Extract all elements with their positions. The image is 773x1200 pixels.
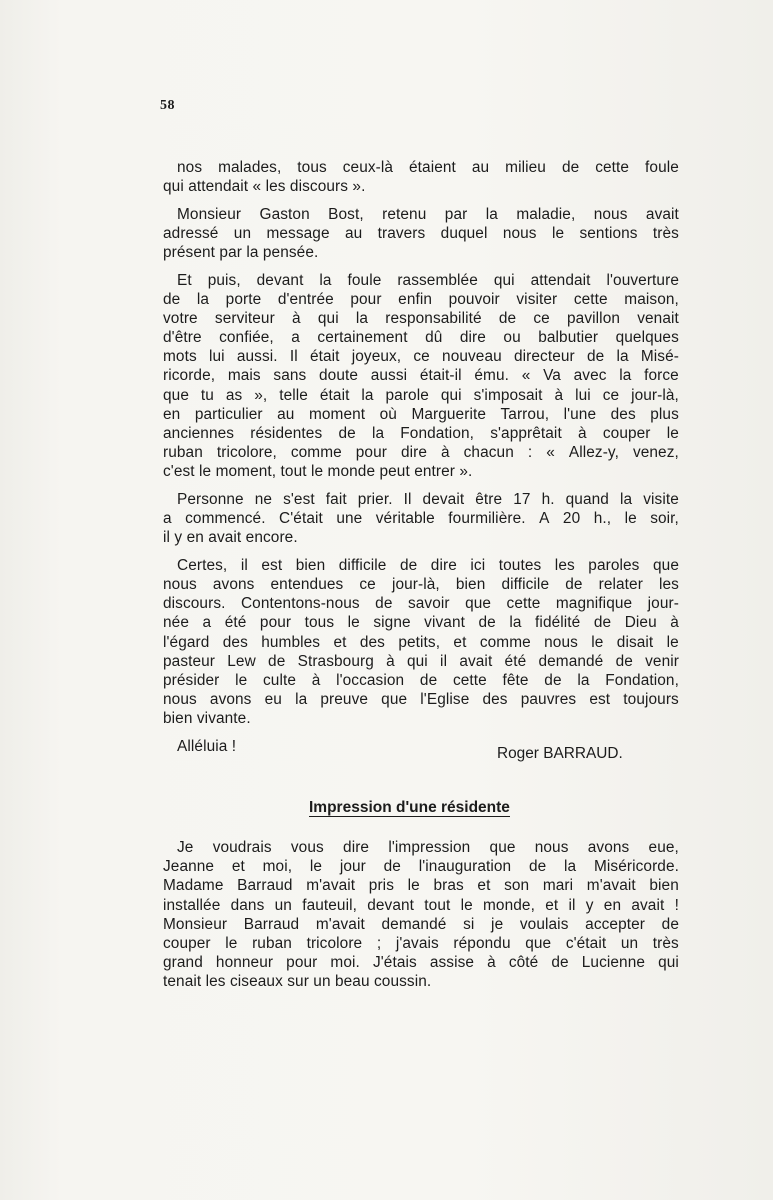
text-line: bien vivante. [163,710,251,728]
text-line: en particulier au moment où Marguerite Tarrou, l'une des plus [163,405,679,423]
text-line: il y en avait encore. [163,529,298,547]
text-line: couper le ruban tricolore ; j'avais répondu que c'était un très [163,934,679,952]
text-line: de la porte d'entrée pour enfin pouvoir visiter cette maison, [163,290,679,308]
text-line: adressé un message au travers duquel nous le sentions très [163,224,679,242]
text-line: Madame Barraud m'avait pris le bras et son mari m'avait bien [163,877,679,895]
paragraph [163,556,679,729]
text-line: mots lui aussi. Il était joyeux, ce nouveau directeur de la Misé- [163,348,679,366]
text-line: Alléluia ! [177,737,237,755]
text-line: Et puis, devant la foule rassemblée qui attendait l'ouverture [177,271,679,289]
text-line: qui attendait « les discours ». [163,178,366,196]
section-heading-text: Impression d'une résidente [309,799,510,816]
section-heading [309,798,510,817]
paragraph [163,158,679,196]
text-line: votre serviteur à qui la responsabilité de ce pavillon venait [163,309,679,327]
text-line: nos malades, tous ceux-là étaient au milieu de cette foule [177,159,679,176]
paragraph [163,490,679,548]
text-line: tenait les ciseaux sur un beau coussin. [163,973,432,991]
text-line: Personne ne s'est fait prier. Il devait être 17 h. quand la visite [177,490,679,508]
text-line: grand honneur pour moi. J'étais assise à côté de Lucienne qui [163,954,679,972]
text-line: nous avons entendues ce jour-là, bien difficile de relater les [163,575,679,593]
text-line: présent par la pensée. [163,244,319,262]
text-line: Monsieur Gaston Bost, retenu par la maladie, nous avait [177,205,679,223]
body-text-bottom [163,838,679,1000]
text-line: née a été pour tous le signe vivant de la fidélité de Dieu à [163,614,679,632]
text-line: ruban tricolore, comme pour dire à chacun : « Allez-y, venez, [163,444,679,462]
text-line: Certes, il est bien difficile de dire ici toutes les paroles que [177,556,679,574]
text-line: c'est le moment, tout le monde peut entrer ». [163,463,473,481]
text-line: a commencé. C'était une véritable fourmilière. A 20 h., le soir, [163,510,679,528]
text-line: pasteur Lew de Strasbourg à qui il avait été demandé de venir [163,652,679,670]
text-line: présider le culte à l'occasion de cette fête de la Fondation, [163,671,679,689]
text-line: Monsieur Barraud m'avait demandé si je voulais accepter de [163,915,679,933]
text-line: anciennes résidentes de la Fondation, s'apprêtait à couper le [163,425,679,443]
page-number: 58 [160,98,175,113]
paragraph [163,205,679,263]
text-line: l'égard des humbles et des petits, et comme nous le disait le [163,633,679,651]
paragraph [163,271,679,482]
text-line: Jeanne et moi, le jour de l'inauguration de la Miséricorde. [163,858,679,876]
text-line: nous avons eu la preuve que l'Eglise des pauvres est toujours [163,691,679,709]
text-line: que tu as », telle était la parole qui s'imposait à lui ce jour-là, [163,386,679,404]
text-line: discours. Contentons-nous de savoir que cette magnifique jour- [163,595,679,613]
text-line: d'être confiée, a certainement dû dire ou balbutier quelques [163,329,679,347]
body-text-top [163,158,679,764]
paragraph [163,838,679,992]
text-line: Je voudrais vous dire l'impression que nous avons eue, [177,839,679,856]
signature: Roger BARRAUD. [497,745,623,762]
text-line: ricorde, mais sans doute aussi était-il ému. « Va avec la force [163,367,679,385]
text-line: installée dans un fauteuil, devant tout le monde, et il y en avait ! [163,896,679,914]
